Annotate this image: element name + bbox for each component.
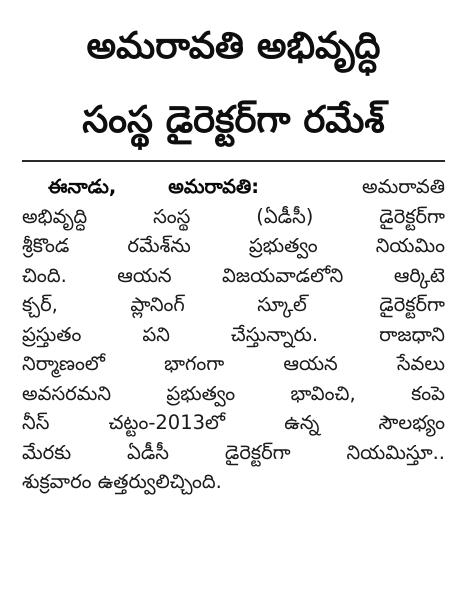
headline-line-1: అమరావతి అభివృద్ధి (86, 24, 381, 67)
body-line-5: క్చర్, ప్లానింగ్ స్కూల్ డైరెక్టర్‌గా (22, 293, 445, 316)
body-line-6: ప్రస్తుతం పని చేస్తున్నారు. రాజధాని (22, 322, 445, 346)
body-line-10: మేరకు ఏడీసీ డైరెక్టర్‌గా నియమిస్తూ.. (22, 440, 445, 464)
body-line-8: అవసరమని ప్రభుత్వం భావించి, కంపె (22, 381, 445, 405)
headline-divider (22, 160, 445, 162)
body-line-4: చింది. ఆయన విజయవాడలోని ఆర్కిటె (22, 263, 445, 287)
body-line-3: శ్రీకొండ రమేశ్‌ను ప్రభుత్వం నియమిం (22, 234, 445, 257)
headline-line-2: సంస్థ డైరెక్టర్‌గా రమేశ్ (82, 98, 385, 141)
body-line-1-text: అమరావతి (361, 175, 445, 198)
headline (22, 20, 445, 146)
body-line-7: నిర్మాణంలో భాగంగా ఆయన సేవలు (22, 352, 445, 375)
body-line-9: నీస్ చట్టం-2013లో ఉన్న సౌలభ్యం (22, 411, 445, 434)
body-line-2: అభివృద్ధి సంస్థ (ఏడీసీ) డైరెక్టర్‌గా (22, 204, 445, 228)
dateline: ఈనాడు, అమరావతి: (48, 175, 260, 198)
body-line-11: శుక్రవారం ఉత్తర్వులిచ్చింది. (22, 470, 222, 493)
body-line-1 (22, 172, 445, 202)
article-body (22, 172, 445, 497)
